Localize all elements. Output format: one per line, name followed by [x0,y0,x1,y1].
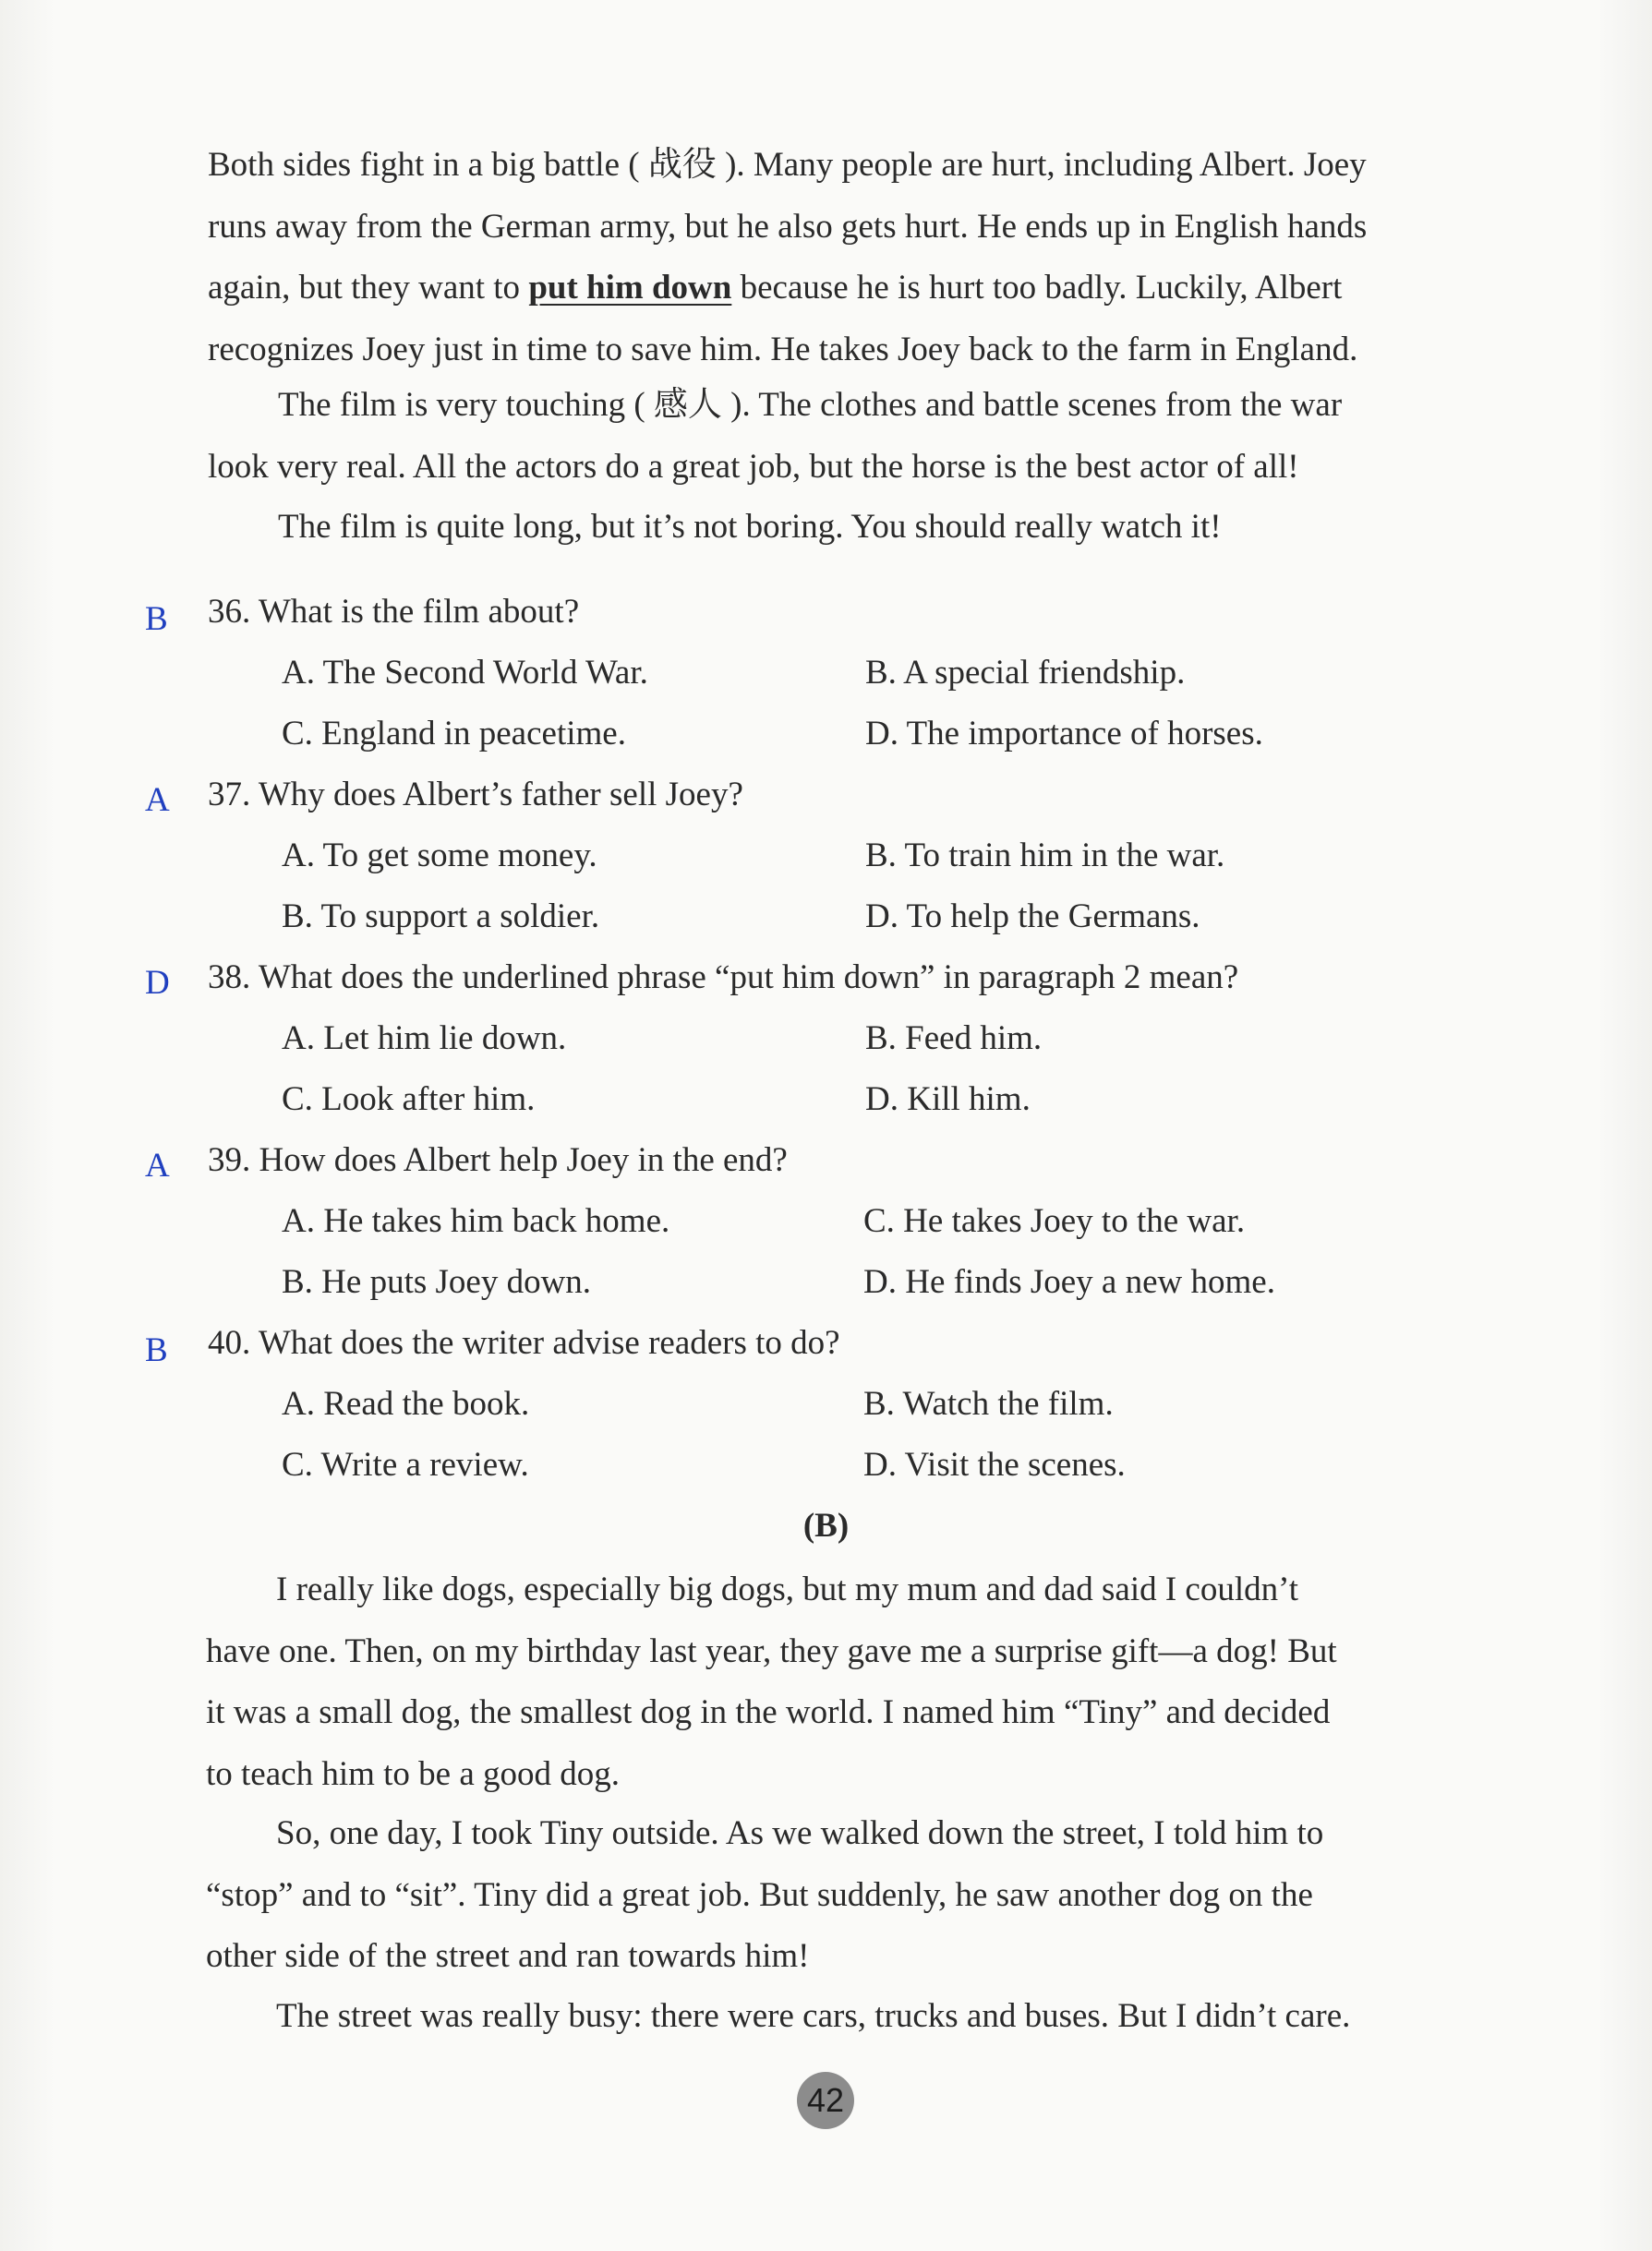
option-d: D. The importance of horses. [865,715,1263,752]
passage-b-paragraph-2 [206,1803,1462,1988]
answer-key: A [145,1147,170,1185]
text-segment: again, but they want to [208,269,529,307]
option-c: C. Write a review. [282,1446,529,1484]
text-line: runs away from the German army, but he also gets hurt. He ends up in English hands [208,207,1368,246]
passage-b-paragraph-1 [206,1559,1462,1805]
question-39 [0,1140,1652,1201]
passage-a-paragraph-3 [208,497,1464,559]
text-line [208,258,1464,319]
option-d: D. He finds Joey a new home. [863,1263,1275,1301]
text-line: recognizes Joey just in time to save him. He takes Joey back to the farm in England. [208,330,1358,368]
text-segment: because he is hurt too badly. Luckily, Albert [731,269,1343,307]
option-b: C. He takes Joey to the war. [863,1202,1246,1240]
question-38 [0,957,1652,1018]
answer-key: B [145,600,168,638]
text-line: I really like dogs, especially big dogs, but my mum and dad said I couldn’t [276,1571,1299,1608]
option-a: A. Let him lie down. [282,1019,567,1057]
option-c: C. Look after him. [282,1080,536,1118]
option-d: D. To help the Germans. [865,897,1200,935]
question-36 [0,592,1652,653]
underlined-phrase: put him down [528,269,732,307]
text-line: it was a small dog, the smallest dog in the world. I named him “Tiny” and decided [206,1693,1331,1731]
question-40 [0,1323,1652,1384]
text-line: The film is quite long, but it’s not boring. You should really watch it! [278,508,1222,546]
option-a: A. To get some money. [282,837,597,874]
option-c: C. England in peacetime. [282,715,626,752]
option-d: D. Kill him. [865,1080,1031,1118]
text-line: have one. Then, on my birthday last year, they gave me a surprise gift—a dog! But [206,1631,1337,1670]
option-b: B. Watch the film. [863,1385,1114,1423]
option-b: B. Feed him. [865,1019,1043,1057]
passage-a-paragraph-2 [208,375,1464,498]
text-line: Both sides fight in a big battle ( 战役 ). Many people are hurt, including Albert. Joey [208,146,1367,184]
answer-key: B [145,1331,168,1369]
question-37 [0,775,1652,836]
question-stem: 36. What is the film about? [208,593,580,631]
text-line: So, one day, I took Tiny outside. As we walked down the street, I told him to [276,1814,1324,1852]
passage-a-paragraph-1 [208,135,1464,380]
answer-key: A [145,781,170,819]
option-c: B. He puts Joey down. [282,1263,592,1301]
question-stem: 38. What does the underlined phrase “put him down” in paragraph 2 mean? [208,958,1239,996]
option-a: A. He takes him back home. [282,1202,670,1240]
passage-b-paragraph-3 [206,1986,1462,2048]
option-a: A. The Second World War. [282,654,648,692]
page-number: 42 [797,2072,854,2129]
option-b: B. To train him in the war. [865,837,1225,874]
text-line: to teach him to be a good dog. [206,1754,621,1793]
option-b: B. A special friendship. [865,654,1186,692]
option-d: D. Visit the scenes. [863,1446,1126,1484]
text-line: other side of the street and ran towards him! [206,1937,810,1975]
option-a: A. Read the book. [282,1385,530,1423]
text-line: “stop” and to “sit”. Tiny did a great job. But suddenly, he saw another dog on the [206,1875,1313,1914]
text-line: look very real. All the actors do a great job, but the horse is the best actor of all! [208,447,1299,486]
text-line: The film is very touching ( 感人 ). The clothes and battle scenes from the war [278,386,1343,424]
option-c: B. To support a soldier. [282,897,600,935]
question-stem: 40. What does the writer advise readers to do? [208,1324,840,1362]
text-line: The street was really busy: there were cars, trucks and buses. But I didn’t care. [276,1997,1351,2035]
question-stem: 37. Why does Albert’s father sell Joey? [208,776,743,813]
section-title: (B) [802,1507,850,1545]
answer-key: D [145,964,170,1002]
question-stem: 39. How does Albert help Joey in the end? [208,1141,788,1179]
